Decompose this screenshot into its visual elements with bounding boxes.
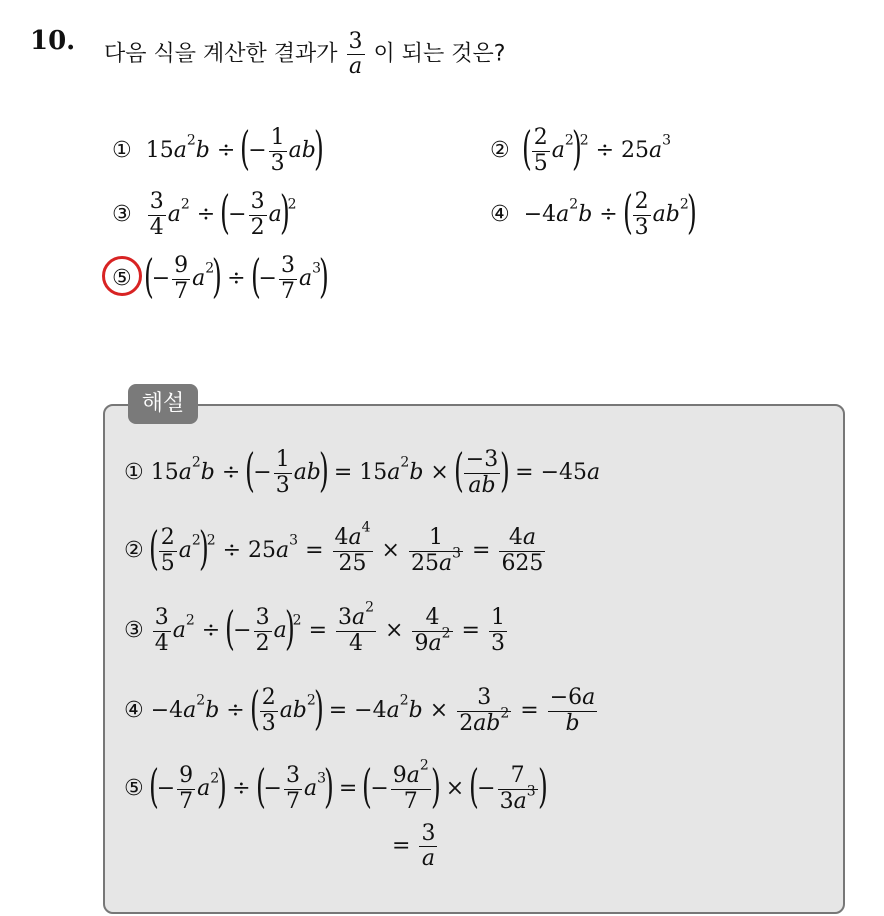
choice-number: ③ bbox=[112, 202, 132, 227]
choice-2[interactable]: ② ( $\frac{2}{5}$ $a^2)^2 \div 25a^3$ bbox=[490, 121, 672, 176]
target-fraction: $\frac{3}{a}$ bbox=[348, 29, 363, 80]
question-prompt: 다음 식을 계산한 결과가 bbox=[104, 41, 338, 67]
solution-number: ⑤ bbox=[124, 776, 144, 801]
choice-5[interactable]: ⑤ (− $\frac{9}{7}$ $a^2$) ÷ (− $\frac{3}{7}$ $a^3$) bbox=[112, 249, 329, 304]
solution-tag: 해설 bbox=[128, 384, 198, 424]
question-prompt-end: 이 되는 것은? bbox=[373, 41, 506, 67]
question-number: 10. bbox=[30, 26, 76, 56]
solution-line-2: ② ( $\frac{2}{5}$ $a^2)^2 \div 25a^3$ = $\frac{4a^4}{25}$ × $\frac{1}{25a^3}$ = $\frac{4a}{625}$ bbox=[124, 519, 544, 576]
choice-number: ⑤ bbox=[112, 266, 132, 291]
choice-4[interactable]: ④ $-4a^2b$ ÷ ( $\frac{2}{3}$ $ab^2$) bbox=[490, 185, 697, 240]
solution-number: ④ bbox=[124, 698, 144, 723]
solution-number: ③ bbox=[124, 618, 144, 643]
question-text bbox=[104, 30, 505, 79]
choice-3[interactable]: ③ $\frac{3}{4}$ $a^2$ ÷ (− $\frac{3}{2}$ a)$^2$ bbox=[112, 185, 297, 240]
solution-number: ① bbox=[124, 460, 144, 485]
choice-number: ② bbox=[490, 138, 510, 163]
solution-line-1: ① $15a^2b$ ÷ (− $\frac{1}{3}$ $ab) = 15a^2b$ × ( $\frac{-3}{ab}$ ) = −45a bbox=[124, 443, 601, 498]
solution-number: ② bbox=[124, 538, 144, 563]
choice-1[interactable]: ① $15a^2b$ ÷ (− $\frac{1}{3}$ ab) bbox=[112, 121, 324, 176]
solution-line-5: ⑤ (− $\frac{9}{7}$ $a^2$) ÷ (− $\frac{3}{7}$ $a^3$) = (− $\frac{9a^2}{7}$ ) × (− $\frac{7}{3a^3}$ ) bbox=[124, 757, 548, 814]
solution-line-5-result: = $\frac{3}{a}$ bbox=[392, 821, 436, 872]
choice-number: ④ bbox=[490, 202, 510, 227]
solution-line-4: ④ $-4a^2b$ ÷ ( $\frac{2}{3}$ $ab^2) = -4a^2b$ × $\frac{3}{2ab^2}$ = $\frac{-6a}{b}$ bbox=[124, 681, 596, 736]
choice-number: ① bbox=[112, 138, 132, 163]
solution-line-3: ③ $\frac{3}{4}$ $a^2$ ÷ (− $\frac{3}{2}$ a)$^2$ = $\frac{3a^2}{4}$ × $\frac{4}{9a^2}$ = $\frac{1}{3}$ bbox=[124, 599, 505, 656]
